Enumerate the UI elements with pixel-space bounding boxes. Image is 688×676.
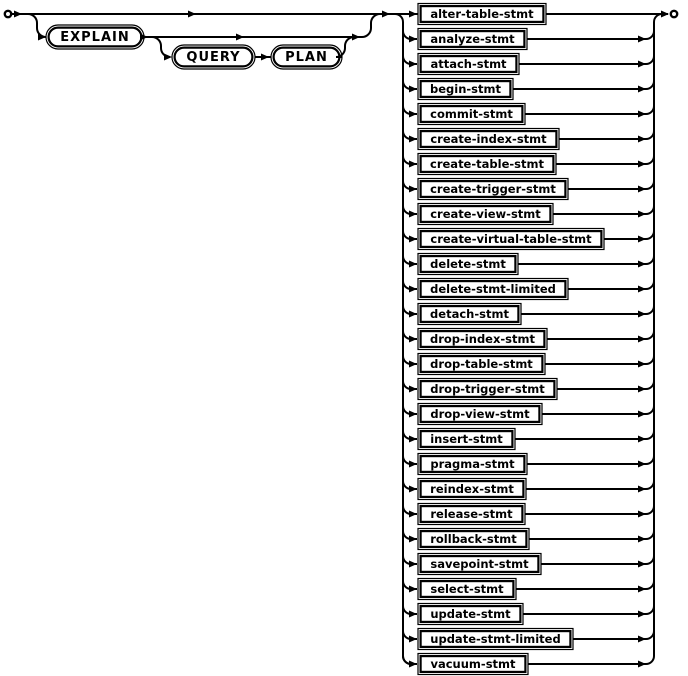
arrowhead-right-icon bbox=[638, 261, 646, 268]
connector-curve bbox=[646, 281, 654, 289]
keyword-plan bbox=[271, 45, 342, 69]
node-attach-stmt[interactable] bbox=[418, 54, 519, 75]
arrowhead-right-icon bbox=[409, 286, 417, 293]
connector-curve bbox=[646, 556, 654, 564]
arrowhead-right-icon bbox=[261, 54, 269, 61]
node-begin-stmt-label: begin-stmt bbox=[430, 82, 501, 96]
arrowhead-right-icon bbox=[638, 486, 646, 493]
connector-curve bbox=[646, 506, 654, 514]
arrowhead-right-icon bbox=[409, 61, 417, 68]
connector-curve bbox=[646, 606, 654, 614]
keyword-explain-label: EXPLAIN bbox=[60, 30, 130, 45]
node-delete-stmt-limited-label: delete-stmt-limited bbox=[430, 282, 556, 296]
arrowhead-right-icon bbox=[638, 411, 646, 418]
start-terminal-icon bbox=[5, 11, 11, 17]
node-release-stmt[interactable] bbox=[418, 504, 525, 525]
arrowhead-right-icon bbox=[638, 311, 646, 318]
arrowhead-right-icon bbox=[409, 86, 417, 93]
arrowhead-right-icon bbox=[409, 511, 417, 518]
arrowhead-right-icon bbox=[638, 236, 646, 243]
node-select-stmt[interactable] bbox=[418, 579, 516, 600]
node-pragma-stmt[interactable] bbox=[418, 454, 527, 475]
node-reindex-stmt[interactable] bbox=[418, 479, 526, 500]
connector-curve bbox=[646, 581, 654, 589]
node-commit-stmt-label: commit-stmt bbox=[430, 107, 513, 121]
connector-curve bbox=[646, 56, 654, 64]
arrowhead-right-icon bbox=[638, 36, 646, 43]
node-analyze-stmt-label: analyze-stmt bbox=[430, 32, 515, 46]
node-analyze-stmt[interactable] bbox=[418, 29, 527, 50]
arrowhead-right-icon bbox=[38, 34, 46, 41]
arrowhead-right-icon bbox=[638, 536, 646, 543]
arrowhead-right-icon bbox=[409, 311, 417, 318]
keyword-query-label: QUERY bbox=[186, 50, 241, 65]
node-rollback-stmt-label: rollback-stmt bbox=[430, 532, 517, 546]
connector-curve bbox=[646, 331, 654, 339]
node-commit-stmt[interactable] bbox=[418, 104, 525, 125]
end-terminal-icon bbox=[671, 11, 677, 17]
node-create-view-stmt-label: create-view-stmt bbox=[430, 207, 541, 221]
arrowhead-right-icon bbox=[409, 111, 417, 118]
connector-curve bbox=[646, 206, 654, 214]
node-detach-stmt-label: detach-stmt bbox=[430, 307, 509, 321]
node-alter-table-stmt[interactable] bbox=[418, 4, 546, 25]
arrowhead-right-icon bbox=[638, 61, 646, 68]
node-create-view-stmt[interactable] bbox=[418, 204, 553, 225]
arrowhead-right-icon bbox=[409, 11, 417, 18]
connector-curve bbox=[28, 14, 46, 37]
node-create-virtual-table-stmt-label: create-virtual-table-stmt bbox=[430, 232, 592, 246]
arrowhead-right-icon bbox=[638, 361, 646, 368]
node-update-stmt[interactable] bbox=[418, 604, 523, 625]
node-delete-stmt[interactable] bbox=[418, 254, 518, 275]
node-drop-trigger-stmt-label: drop-trigger-stmt bbox=[430, 382, 545, 396]
node-vacuum-stmt-label: vacuum-stmt bbox=[430, 657, 516, 671]
arrowhead-right-icon bbox=[638, 136, 646, 143]
node-insert-stmt[interactable] bbox=[418, 429, 515, 450]
arrowhead-right-icon bbox=[409, 661, 417, 668]
keyword-plan-label: PLAN bbox=[285, 50, 328, 65]
arrowhead-right-icon bbox=[409, 386, 417, 393]
node-create-table-stmt-label: create-table-stmt bbox=[430, 157, 544, 171]
node-update-stmt-limited[interactable] bbox=[418, 629, 573, 650]
connector-curve bbox=[646, 631, 654, 639]
node-begin-stmt[interactable] bbox=[418, 79, 513, 100]
node-drop-view-stmt-label: drop-view-stmt bbox=[430, 407, 530, 421]
arrowhead-right-icon bbox=[638, 511, 646, 518]
node-drop-trigger-stmt[interactable] bbox=[418, 379, 557, 400]
connector-curve bbox=[646, 156, 654, 164]
arrowhead-right-icon bbox=[382, 11, 390, 18]
node-create-trigger-stmt-label: create-trigger-stmt bbox=[430, 182, 556, 196]
node-drop-index-stmt-label: drop-index-stmt bbox=[430, 332, 535, 346]
arrowhead-right-icon bbox=[14, 11, 22, 18]
arrowhead-right-icon bbox=[638, 86, 646, 93]
node-rollback-stmt[interactable] bbox=[418, 529, 529, 550]
node-delete-stmt-label: delete-stmt bbox=[430, 257, 506, 271]
arrowhead-right-icon bbox=[409, 161, 417, 168]
arrowhead-right-icon bbox=[409, 436, 417, 443]
arrowhead-right-icon bbox=[638, 461, 646, 468]
arrowhead-right-icon bbox=[409, 561, 417, 568]
node-update-stmt-label: update-stmt bbox=[430, 607, 511, 621]
node-pragma-stmt-label: pragma-stmt bbox=[430, 457, 515, 471]
arrowhead-right-icon bbox=[638, 636, 646, 643]
arrowhead-right-icon bbox=[409, 186, 417, 193]
connector-curve bbox=[646, 181, 654, 189]
arrowhead-right-icon bbox=[409, 361, 417, 368]
connector-curve bbox=[646, 131, 654, 139]
arrowhead-right-icon bbox=[409, 411, 417, 418]
node-alter-table-stmt-label: alter-table-stmt bbox=[430, 7, 534, 21]
arrowhead-right-icon bbox=[409, 586, 417, 593]
arrowhead-right-icon bbox=[409, 261, 417, 268]
node-drop-view-stmt[interactable] bbox=[418, 404, 542, 425]
connector-curve bbox=[152, 37, 170, 57]
arrowhead-right-icon bbox=[236, 34, 244, 41]
node-insert-stmt-label: insert-stmt bbox=[430, 432, 503, 446]
connector-curve bbox=[395, 14, 403, 22]
node-create-index-stmt-label: create-index-stmt bbox=[430, 132, 547, 146]
arrowhead-right-icon bbox=[409, 36, 417, 43]
arrowhead-right-icon bbox=[409, 336, 417, 343]
node-savepoint-stmt-label: savepoint-stmt bbox=[430, 557, 529, 571]
arrowhead-right-icon bbox=[638, 436, 646, 443]
connector-curve bbox=[646, 431, 654, 439]
node-release-stmt-label: release-stmt bbox=[430, 507, 513, 521]
connector-curve bbox=[646, 81, 654, 89]
node-vacuum-stmt[interactable] bbox=[418, 654, 528, 675]
node-create-virtual-table-stmt[interactable] bbox=[418, 229, 604, 250]
arrowhead-right-icon bbox=[638, 661, 646, 668]
arrowhead-right-icon bbox=[188, 11, 196, 18]
arrowhead-right-icon bbox=[638, 336, 646, 343]
arrowhead-right-icon bbox=[638, 211, 646, 218]
arrowhead-right-icon bbox=[638, 111, 646, 118]
arrowhead-right-icon bbox=[638, 561, 646, 568]
node-reindex-stmt-label: reindex-stmt bbox=[430, 482, 514, 496]
arrowhead-right-icon bbox=[409, 211, 417, 218]
node-savepoint-stmt[interactable] bbox=[418, 554, 541, 575]
connector-curve bbox=[646, 481, 654, 489]
connector-curve bbox=[646, 306, 654, 314]
node-attach-stmt-label: attach-stmt bbox=[430, 57, 507, 71]
arrowhead-right-icon bbox=[409, 636, 417, 643]
connector-curve bbox=[646, 531, 654, 539]
node-select-stmt-label: select-stmt bbox=[430, 582, 504, 596]
keyword-explain bbox=[46, 25, 144, 49]
arrowhead-right-icon bbox=[409, 136, 417, 143]
node-create-table-stmt[interactable] bbox=[418, 154, 556, 175]
connector-curve bbox=[646, 406, 654, 414]
node-create-trigger-stmt[interactable] bbox=[418, 179, 568, 200]
arrowhead-right-icon bbox=[638, 586, 646, 593]
node-drop-index-stmt[interactable] bbox=[418, 329, 547, 350]
connector-curve bbox=[654, 14, 662, 22]
connector-curve bbox=[646, 256, 654, 264]
node-delete-stmt-limited[interactable] bbox=[418, 279, 568, 300]
connector-curve bbox=[646, 231, 654, 239]
connector-curve bbox=[646, 106, 654, 114]
connector-curve bbox=[646, 31, 654, 39]
arrowhead-right-icon bbox=[409, 461, 417, 468]
arrowhead-right-icon bbox=[164, 54, 172, 61]
node-drop-table-stmt[interactable] bbox=[418, 354, 545, 375]
arrowhead-right-icon bbox=[409, 486, 417, 493]
connector-curve bbox=[646, 356, 654, 364]
arrowhead-right-icon bbox=[638, 386, 646, 393]
arrowhead-right-icon bbox=[661, 11, 669, 18]
arrowhead-right-icon bbox=[638, 161, 646, 168]
node-update-stmt-limited-label: update-stmt-limited bbox=[430, 632, 561, 646]
arrowhead-right-icon bbox=[638, 286, 646, 293]
arrowhead-right-icon bbox=[638, 611, 646, 618]
connector-curve bbox=[646, 656, 654, 664]
arrowhead-right-icon bbox=[409, 611, 417, 618]
node-create-index-stmt[interactable] bbox=[418, 129, 559, 150]
keyword-query bbox=[172, 45, 255, 69]
node-drop-table-stmt-label: drop-table-stmt bbox=[430, 357, 533, 371]
arrowhead-right-icon bbox=[638, 186, 646, 193]
connector-curve bbox=[362, 14, 380, 37]
connector-curve bbox=[646, 456, 654, 464]
node-detach-stmt[interactable] bbox=[418, 304, 521, 325]
connector-curve bbox=[646, 381, 654, 389]
arrowhead-right-icon bbox=[409, 236, 417, 243]
arrowhead-right-icon bbox=[409, 536, 417, 543]
